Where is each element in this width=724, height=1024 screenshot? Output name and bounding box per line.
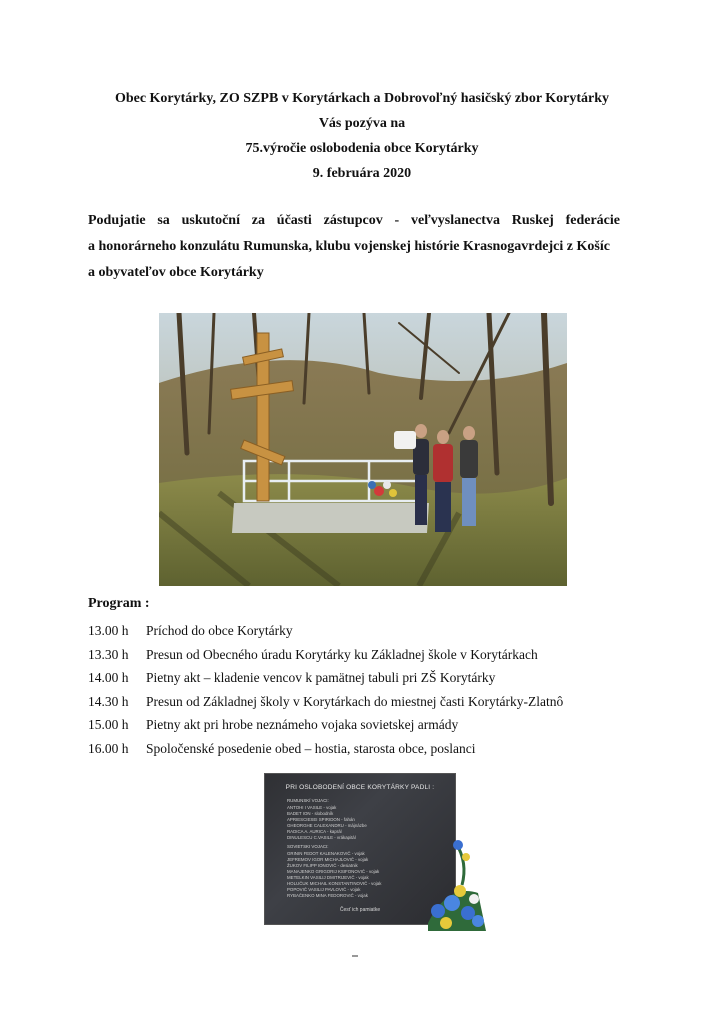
memorial-plaque-photo [243,768,486,931]
plaque-name: APRIESCIESEI SPIRIDON - fahán [287,817,355,822]
program-list [88,619,563,760]
program-text: Pietny akt pri hrobe neznámeho vojaka sovietskej armády [146,717,459,732]
plaque-name: BADET ION - slobodník [287,811,334,816]
program-item [88,713,563,737]
program-text: Pietny akt – kladenie vencov k pamätnej tabuli pri ZŠ Korytárky [146,670,496,685]
program-time: 14.00 h [88,670,129,685]
plaque-name: RYBAČENKO MINA FEDOROVIČ - vojak [287,893,368,898]
header-event-title: 75.výročie oslobodenia obce Korytárky [245,141,479,156]
intro-paragraph [88,208,620,286]
plaque-name: POPOVIČ VASILIJ PAVLOVIČ - vojak [287,887,361,892]
plaque-name: JEFREMOV IGOR MICHAJLOVIČ - vojak [287,857,369,862]
plaque-footer: Česť ich pamiatke [339,907,381,913]
plaque-name: MANAJENKO GRIGORIJ KSIFONOVIČ - vojak [287,869,380,874]
program-item [88,737,563,761]
program-item [88,666,563,690]
intro-line-3: a obyvateľov obce Korytárky [88,265,264,280]
program-time: 13.00 h [88,623,129,638]
program-time: 14.30 h [88,693,129,709]
program-time: 16.00 h [88,740,129,756]
intro-line-2: a honorárneho konzulátu Rumunska, klubu vojenskej histórie Krasnogavrdejci z Košíc [88,239,610,254]
wreath-flowers [418,823,486,931]
page-mark [352,955,358,957]
program-item [88,690,563,714]
plaque-name: HOLUČUK MICHAIL KONSTANTINOVIČ - vojak [287,881,382,886]
program-item [88,643,563,667]
program-item [88,619,563,643]
memorial-photo [159,313,567,586]
header-invites: Vás pozýva na [318,116,406,131]
plaque-group-romanian: RUMUNSKÍ VOJACI: [287,798,329,803]
header-date: 9. februára 2020 [312,166,412,181]
program-text: Spoločenské posedenie obed – hostia, starosta obce, poslanci [146,740,476,756]
plaque-name: GHEORGHE CALEXANDRU - májnázbe [287,823,367,828]
plaque-group-soviet: SOVIETSKI VOJACI: [287,844,329,849]
header-organizers: Obec Korytárky, ZO SZPB v Korytárkach a Dobrovoľný hasičský zbor Korytárky [114,91,610,106]
program-text: Príchod do obce Korytárky [146,623,293,638]
program-text: Presun od Obecného úradu Korytárky ku Základnej škole v Korytárkach [146,646,538,662]
program-title: Program : [88,596,150,611]
plaque-name: ANTOHI I VASILE - vojak [287,805,337,810]
program-time: 15.00 h [88,717,129,732]
plaque-name: RADICA A. AURICA - kaprál [287,829,342,834]
intro-line-1: Podujatie sa uskutoční za účasti zástupcov - veľvyslanectva Ruskej federácie [88,213,620,228]
program-text: Presun od Základnej školy v Korytárkach do miestnej časti Korytárky-Zlatnô [146,693,564,709]
plaque-name: GRININ FEDOT KALENAKOVIČ - vojak [287,851,365,856]
invitation-header [0,86,724,186]
plaque-title: PRI OSLOBODENÍ OBCE KORYTÁRKY PADLI : [285,784,435,791]
program-time: 13.30 h [88,646,129,662]
plaque-name: DINULESCU C.VASILE - vrákapitál [287,835,356,840]
plaque-name: METELKIN VASILIJ DMITRIJEVIČ - vojak [287,875,369,880]
plaque-name: ŽUKOV FILIPP IONOVIČ - desiatnik [287,863,358,868]
